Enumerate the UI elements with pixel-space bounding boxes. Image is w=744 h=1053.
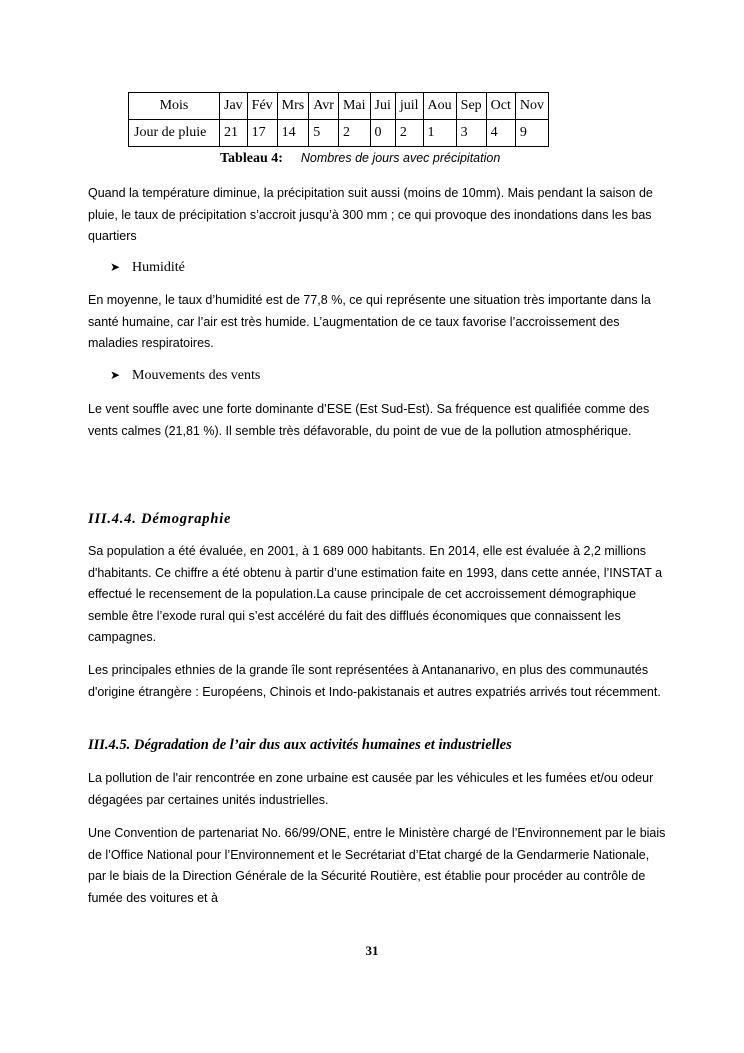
arrow-bullet-icon: ➤ <box>110 368 121 382</box>
bullet-humidite <box>110 260 185 276</box>
month-header: Jav <box>220 93 248 120</box>
month-header: Avr <box>309 93 339 120</box>
rain-days-table <box>128 92 549 147</box>
paragraph-temperature: Quand la température diminue, la précipitation suit aussi (moins de 10mm). Mais pendant la saison de pluie, le taux de précipitation s’accroit jusqu’à 300 mm ; ce qui provoque des inondations dans les bas quartiers <box>88 186 653 243</box>
table-caption <box>220 151 500 167</box>
month-header: Oct <box>486 93 515 120</box>
section-heading-demographie: III.4.4. Démographie <box>88 511 232 527</box>
month-header: Mai <box>338 93 370 120</box>
table-cell: 17 <box>247 120 277 147</box>
table-cell: 3 <box>456 120 486 147</box>
paragraph-humidite: En moyenne, le taux d’humidité est de 77,8 %, ce qui représente une situation très importante dans la santé humaine, car l’air est très humide. L’augmentation de ce taux favorise l’accroissement des maladies respiratoires. <box>88 293 651 350</box>
month-header: Jui <box>370 93 395 120</box>
month-header: Sep <box>456 93 486 120</box>
section-heading-degradation: III.4.5. Dégradation de l’air dus aux activités humaines et industrielles <box>88 737 512 753</box>
page-number: 31 <box>365 943 379 958</box>
table-row <box>129 120 549 147</box>
paragraph-ethnies: Les principales ethnies de la grande île sont représentées à Antananarivo, en plus des communautés d'origine étrangère : Européens, Chinois et Indo-pakistanais et autres expatriés arrivés tout récemment. <box>88 663 661 699</box>
table-cell: 2 <box>395 120 423 147</box>
month-header: Nov <box>515 93 548 120</box>
arrow-bullet-icon: ➤ <box>110 260 121 274</box>
table-cell: 4 <box>486 120 515 147</box>
table-cell: 21 <box>220 120 248 147</box>
table-header-row <box>129 93 549 120</box>
table-cell: 9 <box>515 120 548 147</box>
month-header: juil <box>395 93 423 120</box>
table-cell: 1 <box>423 120 456 147</box>
bullet-label: Mouvements des vents <box>132 368 261 383</box>
bullet-label: Humidité <box>132 260 185 275</box>
bullet-vents <box>110 368 260 384</box>
month-header: Aou <box>423 93 456 120</box>
table-cell: 14 <box>277 120 309 147</box>
month-header: Mrs <box>277 93 309 120</box>
month-header: Fév <box>247 93 277 120</box>
caption-text: Nombres de jours avec précipitation <box>300 151 501 165</box>
table-cell: 0 <box>370 120 395 147</box>
table-cell: 5 <box>309 120 339 147</box>
paragraph-demographie: Sa population a été évaluée, en 2001, à 1 689 000 habitants. En 2014, elle est évaluée à 2,2 millions d'habitants. Ce chiffre a été obtenu à partir d’une estimation faite en 1993, dans cette année, l’INSTAT a effectué le recensement de la population.La cause principale de cet accroissement démographique semble être l’exode rural qui s’est accéléré du fait des difflués économiques que connaissent les campagnes. <box>88 544 663 644</box>
paragraph-pollution: La pollution de l'air rencontrée en zone urbaine est causée par les véhicules et les fumées et/ou odeur dégagées par certaines unités industrielles. <box>88 771 654 807</box>
paragraph-convention: Une Convention de partenariat No. 66/99/ONE, entre le Ministère chargé de l’Environnement par le biais de l’Office National pour l’Environnement et le Secrétariat d’Etat chargé de la Gendarmerie Nationale, par le biais de la Direction Générale de la Sécurité Routière, est établie pour procéder au contrôle de fumée des voitures et à <box>88 826 666 905</box>
table-cell: 2 <box>338 120 370 147</box>
paragraph-vents: Le vent souffle avec une forte dominante d’ESE (Est Sud-Est). Sa fréquence est qualifiée comme des vents calmes (21,81 %). Il semble très défavorable, du point de vue de la pollution atmosphérique. <box>88 402 650 438</box>
row-label: Jour de pluie <box>129 120 220 147</box>
table-header-label: Mois <box>129 93 220 120</box>
caption-label: Tableau 4: <box>220 151 283 166</box>
